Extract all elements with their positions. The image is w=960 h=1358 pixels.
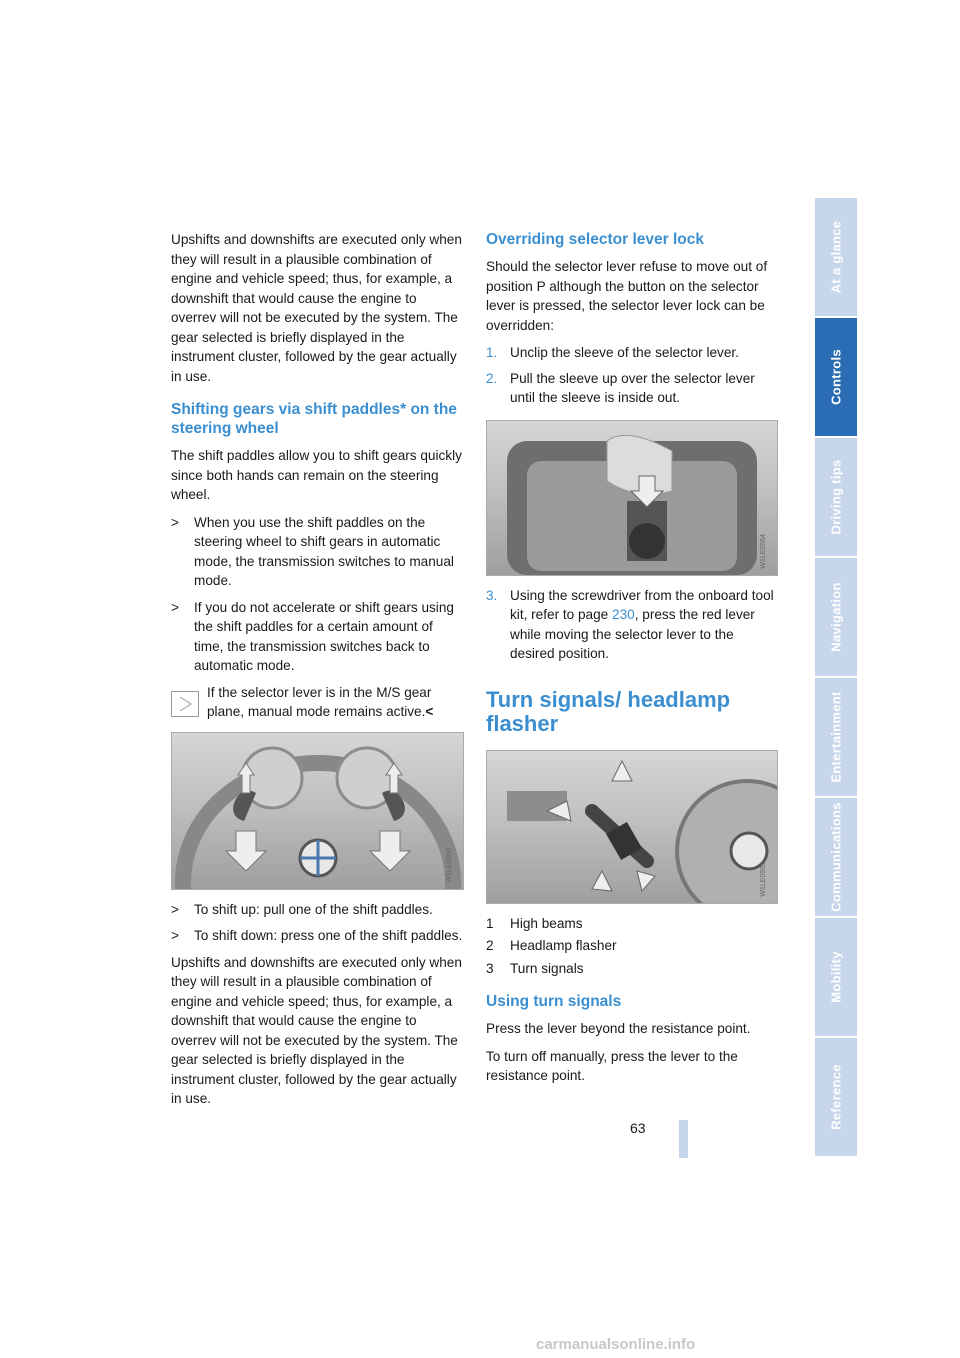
section-title: Turn signals/ headlamp flasher — [486, 686, 731, 736]
tab-label: Entertainment — [828, 691, 844, 783]
paragraph: Upshifts and downshifts are executed only when they will result in a plausible combination of engine and vehicle speed; thus, for example, a downshift that would cause the engine to overrev will not be executed by the system. The gear selected is briefly displayed in the instrument cluster, followed by the gear actually in use. — [171, 232, 462, 384]
note-text: If the selector lever is in the M/S gear plane, manual mode remains active. — [207, 684, 432, 719]
page-number-bar — [679, 1120, 688, 1158]
step-number: 3. — [486, 587, 498, 603]
bullet-marker: > — [171, 901, 179, 917]
tab-entertainment[interactable] — [815, 678, 857, 798]
selector-lever-figure — [486, 420, 778, 576]
legend-number: 1 — [486, 915, 494, 931]
tab-label: At a glance — [828, 220, 844, 294]
tab-navigation[interactable] — [815, 558, 857, 678]
left-column — [171, 230, 464, 1117]
list-item-text: To shift down: press one of the shift paddles. — [194, 928, 463, 943]
list-item — [171, 598, 464, 676]
note-end-mark: < — [425, 704, 434, 719]
legend-text: High beams — [510, 915, 583, 931]
legend-text: Headlamp flasher — [510, 938, 617, 953]
tab-label: Mobility — [828, 951, 844, 1003]
paragraph: Upshifts and downshifts are executed only when they will result in a plausible combination of engine and vehicle speed; thus, for example, a downshift that would cause the engine to overrev will not be executed by the system. The gear selected is briefly displayed in the instrument cluster, followed by the gear actually in use. — [171, 954, 462, 1106]
step — [486, 343, 778, 363]
selector-lever-illustration — [487, 421, 778, 575]
bullet-marker: > — [171, 514, 179, 530]
section-heading: Shifting gears via shift paddles* on the steering wheel — [171, 401, 457, 437]
section-heading: Using turn signals — [486, 993, 622, 1010]
tab-communications[interactable] — [815, 798, 857, 918]
list-item — [171, 513, 464, 591]
steering-wheel-figure — [171, 732, 464, 890]
step-number: 2. — [486, 370, 498, 386]
figure-code: W1LE0565 — [759, 861, 767, 897]
legend-item — [486, 914, 778, 934]
tab-label: Navigation — [828, 582, 844, 652]
page-number: 63 — [630, 1120, 646, 1136]
step — [486, 586, 778, 664]
note — [171, 683, 464, 722]
list-item-text: To shift up: pull one of the shift paddles. — [194, 901, 433, 917]
step-text: Using the screwdriver from the onboard tool kit, refer to page — [510, 587, 774, 622]
bullet-marker: > — [171, 928, 179, 943]
turn-signal-illustration — [487, 751, 778, 903]
legend-text: Turn signals — [510, 960, 584, 976]
step — [486, 369, 778, 408]
chapter-tabs — [815, 198, 857, 1158]
figure-code: W1LE0564 — [759, 533, 767, 569]
step-number: 1. — [486, 345, 498, 360]
tab-label: Driving tips — [828, 459, 844, 535]
shift-paddles-illustration — [172, 733, 464, 889]
figure-code: W1LE0560 — [445, 847, 453, 883]
bullet-marker: > — [171, 599, 179, 615]
list-item-text: If you do not accelerate or shift gears using the shift paddles for a certain amount of time, the transmission switches back to automatic mode. — [194, 599, 454, 673]
legend-item — [486, 959, 778, 979]
list-item — [171, 926, 464, 946]
right-column — [486, 230, 778, 1094]
list-item-text: When you use the shift paddles on the steering wheel to shift gears in automatic mode, the transmission switches to manual mode. — [194, 514, 454, 588]
paragraph: To turn off manually, press the lever to the resistance point. — [486, 1048, 738, 1083]
legend-number: 3 — [486, 960, 494, 976]
list-item — [171, 900, 464, 920]
tab-reference[interactable] — [815, 1038, 857, 1158]
step-text: Unclip the sleeve of the selector lever. — [510, 345, 739, 360]
tab-mobility[interactable] — [815, 918, 857, 1038]
note-icon — [171, 683, 205, 722]
legend-item — [486, 936, 778, 956]
paragraph: Press the lever beyond the resistance point. — [486, 1021, 751, 1036]
tab-at-a-glance[interactable] — [815, 198, 857, 318]
tab-controls[interactable] — [815, 318, 857, 438]
page-link[interactable]: 230 — [612, 607, 635, 622]
turn-signal-figure — [486, 750, 778, 904]
tab-label: Communications — [828, 802, 844, 912]
legend-number: 2 — [486, 938, 494, 953]
section-heading: Overriding selector lever lock — [486, 231, 704, 248]
paragraph: The shift paddles allow you to shift gears quickly since both hands can remain on the steering wheel. — [171, 448, 462, 502]
paragraph: Should the selector lever refuse to move out of position P although the button on the selector lever is pressed, the selector lever lock can be overridden: — [486, 259, 768, 333]
watermark: carmanualsonline.info — [536, 1336, 696, 1353]
tab-label: Reference — [828, 1064, 844, 1130]
step-text: Pull the sleeve up over the selector lever until the sleeve is inside out. — [510, 370, 755, 405]
step-text: , press the red lever while moving the selector lever to the desired position. — [510, 607, 755, 661]
tab-driving-tips[interactable] — [815, 438, 857, 558]
tab-label: Controls — [828, 349, 844, 405]
